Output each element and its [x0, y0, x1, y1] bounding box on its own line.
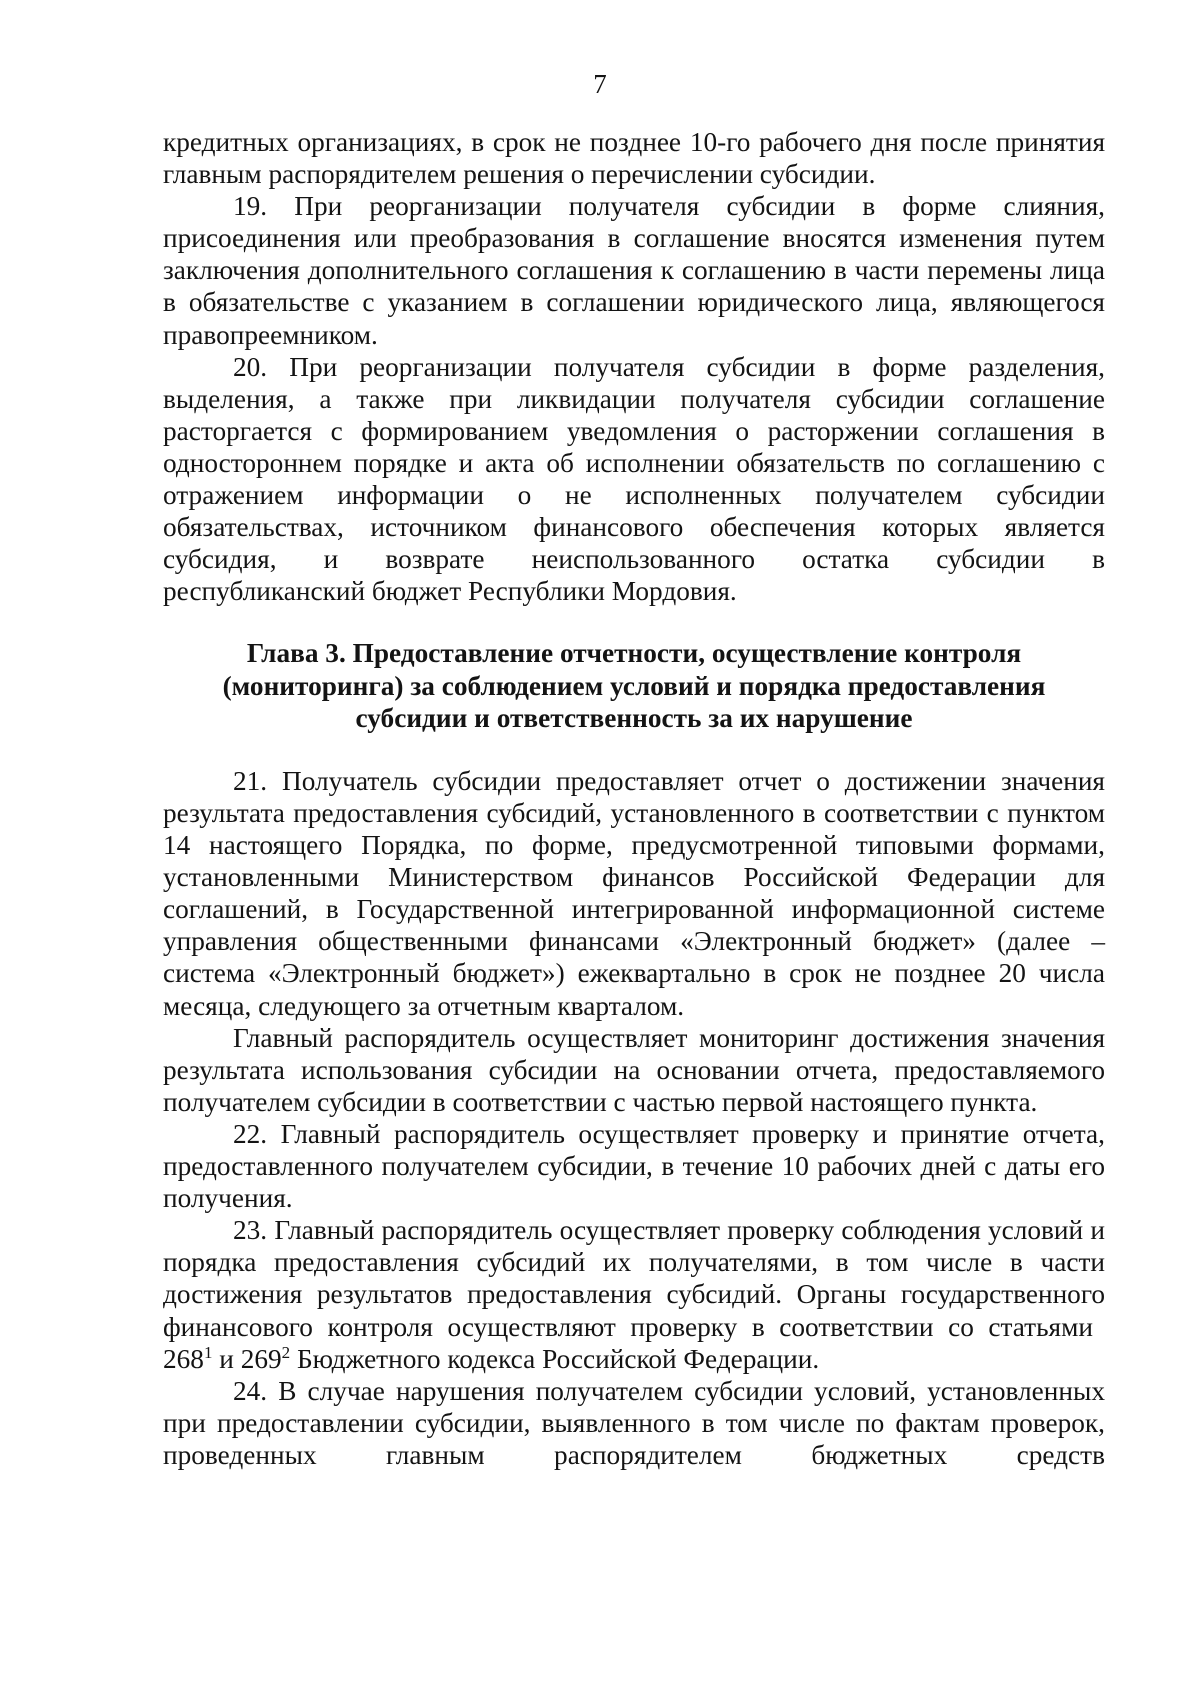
document-body [163, 126, 1105, 1471]
paragraph-24: 24. В случае нарушения получателем субсидии условий, установленных при предоставлении субсидии, выявленного в том числе по фактам проверок, проведенных главным распорядителем бюджетных средств [163, 1375, 1105, 1470]
paragraph-20: 20. При реорганизации получателя субсидии в форме разделения, выделения, а также при ликвидации получателя субсидии соглашение расторгается с формированием уведомления о расторжении соглашения в одностороннем порядке и акта об исполнении обязательств по соглашению с отражением информации о не исполненных получателем субсидии обязательствах, источником финансового обеспечения которых является субсидия, и возврате неиспользованного остатка субсидии в [163, 351, 1105, 575]
chapter-3-heading [163, 637, 1105, 735]
paragraph-20-last-line: республиканский бюджет Республики Мордовия. [163, 576, 737, 607]
paragraph-22: 22. Главный распорядитель осуществляет проверку и принятие отчета, предоставленного получателем субсидии, в течение 10 рабочих дней с даты его получения. [163, 1118, 1105, 1214]
paragraph-21-part-2: Главный распорядитель осуществляет мониторинг достижения значения результата использования субсидии на основании отчета, предоставляемого получателем субсидии в соответствии с частью первой настоящего пункта. [163, 1022, 1105, 1117]
paragraph-21: 21. Получатель субсидии предоставляет отчет о достижении значения результата предоставления субсидий, установленного в соответствии с пунктом 14 настоящего Порядка, по форме, предусмотренной типовыми формами, установленными Министерством финансов Российской Федерации для соглашений, в Государственной интегрированной информационной системе управления общественными финансами «Электронный бюджет» (далее – система «Электронный бюджет») ежеквартально в срок не позднее 20 числа месяца, следующего за отчетным кварталом. [163, 765, 1105, 1021]
article-269: 269 [240, 1343, 282, 1374]
paragraph-18-continuation: кредитных организациях, в срок не позднее 10-го рабочего дня после принятия главным распорядителем решения о перечислении субсидии. [163, 127, 1105, 190]
conjunction: и [219, 1343, 234, 1374]
page-number: 7 [593, 69, 607, 99]
article-268-sup: 1 [203, 1342, 213, 1362]
article-269-sup: 2 [281, 1342, 291, 1362]
paragraph-23-text: 23. Главный распорядитель осуществляет проверку соблюдения условий и порядка предоставления субсидий их получателями, в том числе в части достижения результатов предоставления субсидий. Органы государственного финансового контроля осуществляют проверку в соответствии со статьями [163, 1215, 1105, 1342]
paragraph-23 [163, 1214, 1105, 1374]
heading-line-1: Глава 3. Предоставление отчетности, осуществление контроля [246, 638, 1022, 669]
article-268: 268 [163, 1343, 204, 1374]
heading-line-2: (мониторинга) за соблюдением условий и порядка предоставления [222, 670, 1046, 701]
paragraph-23-ending: Бюджетного кодекса Российской Федерации. [297, 1343, 820, 1374]
heading-line-3: субсидии и ответственность за их нарушение [355, 703, 913, 734]
paragraph-19: 19. При реорганизации получателя субсидии в форме слияния, присоединения или преобразования в соглашение вносятся изменения путем заключения дополнительного соглашения к соглашению в части перемены лица в обязательстве с указанием в соглашении юридического лица, являющегося правопреемником. [163, 191, 1105, 350]
